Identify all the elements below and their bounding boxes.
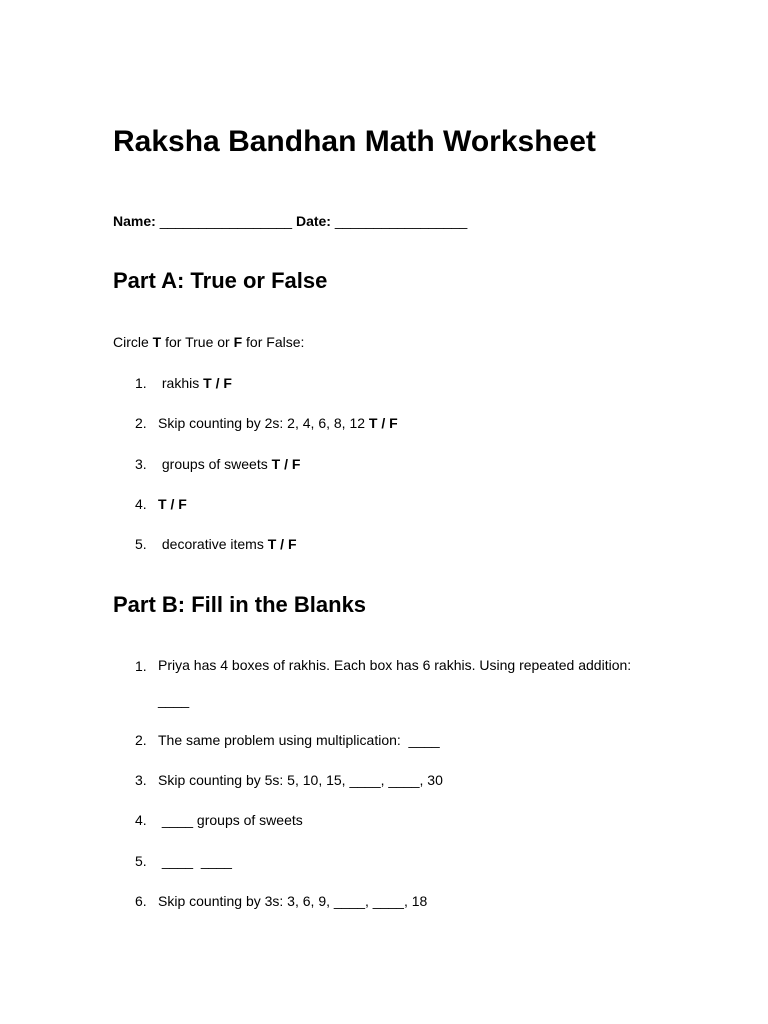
item-number: 1. (135, 658, 147, 674)
instruction-text: Circle (113, 334, 153, 350)
item-text: Skip counting by 5s: 5, 10, 15, ____, ____, 30 (158, 772, 443, 788)
item-number: 4. (135, 496, 147, 512)
item-text (158, 414, 398, 432)
true-false-choice: T / F (203, 375, 232, 391)
true-false-choice: T / F (271, 456, 301, 472)
item-number: 3. (135, 456, 147, 472)
part-a-heading: Part A: True or False (113, 268, 328, 293)
item-question: decorative items (158, 536, 268, 552)
name-label: Name: (113, 213, 156, 229)
item-question: groups of sweets (158, 456, 272, 472)
name-date-line (113, 212, 467, 230)
instruction-text: for False: (242, 334, 305, 350)
item-text (158, 495, 187, 513)
item-text (158, 535, 297, 553)
instruction-t: T (152, 334, 162, 350)
item-number: 5. (135, 853, 147, 869)
true-false-choice: T / F (158, 496, 187, 512)
item-number: 4. (135, 812, 147, 828)
item-text: ____ ____ (158, 853, 232, 869)
item-number: 2. (135, 415, 147, 431)
item-number: 5. (135, 536, 147, 552)
item-number: 2. (135, 732, 147, 748)
date-blank: _________________ (334, 213, 468, 229)
item-question: rakhis (158, 375, 204, 391)
page-title: Raksha Bandhan Math Worksheet (113, 125, 596, 158)
instruction-text: for True or (161, 334, 234, 350)
date-label: Date: (295, 213, 331, 229)
instruction-f: F (233, 334, 243, 350)
item-text: ____ groups of sweets (158, 812, 303, 828)
item-number: 3. (135, 772, 147, 788)
item-number: 6. (135, 893, 147, 909)
name-blank: _________________ (159, 213, 293, 229)
item-text: Priya has 4 boxes of rakhis. Each box has 6 rakhis. Using repeated addition: ____ (158, 657, 632, 708)
true-false-choice: T / F (368, 415, 398, 431)
item-text: Skip counting by 3s: 3, 6, 9, ____, ____, 18 (158, 893, 428, 909)
item-text: The same problem using multiplication: ____ (158, 732, 440, 748)
item-text (158, 455, 300, 473)
item-text (158, 374, 232, 392)
part-b-heading: Part B: Fill in the Blanks (113, 592, 367, 617)
item-question: Skip counting by 2s: 2, 4, 6, 8, 12 (158, 415, 369, 431)
part-a-instruction (113, 333, 304, 351)
true-false-choice: T / F (267, 536, 297, 552)
item-number: 1. (135, 375, 147, 391)
